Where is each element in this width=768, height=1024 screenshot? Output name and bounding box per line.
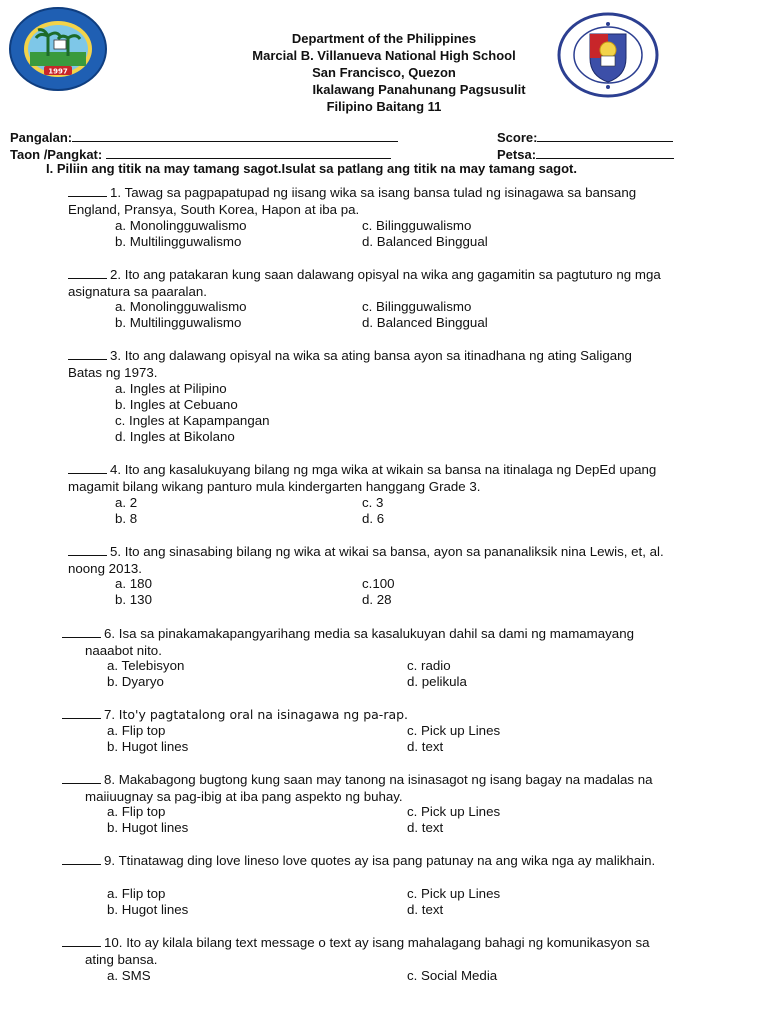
question-number: 2. [110,267,122,282]
option-b: b. Hugot lines [107,902,189,917]
school-header [0,30,768,115]
question-text-cont: England, Pransya, South Korea, Hapon at iba pa. [68,201,360,217]
question-text: Tawag sa pagpapatupad ng iisang wika sa isang bansa tulad ng isinagawa sa bansang [124,185,637,200]
option-a: a. 2 [115,495,138,510]
question-text: Ito ang patakaran kung saan dalawang opisyal na wika ang gagamitin sa pagtuturo ng mga [124,267,661,282]
question-1 [68,185,636,218]
question-2 [68,267,661,300]
option-b: b. Hugot lines [107,739,189,754]
score-field[interactable] [537,129,673,142]
question-text-cont: Batas ng 1973. [68,364,158,380]
question-text-cont: asignatura sa paaralan. [68,283,207,299]
option-b: b. Hugot lines [107,820,189,835]
option-d: d. text [407,739,444,754]
option-a: a. Flip top [107,886,166,901]
question-number: 10. [104,935,123,950]
question-7 [62,707,408,724]
name-label: Pangalan: [10,130,73,145]
option-b: b. 8 [115,511,138,526]
option-c: c. Bilingguwalismo [362,218,472,233]
question-text-cont: magamit bilang wikang panturo mula kindergarten hanggang Grade 3. [68,478,481,494]
section-label: Taon /Pangkat: [10,147,103,162]
date-field[interactable] [536,146,674,159]
question-number: 3. [110,348,122,363]
question-text: Ttinatawag ding love lineso love quotes ay isa pang patunay na ang wika nga ay malikhain. [118,853,656,868]
logo-year: 1997 [48,67,68,76]
option-c: c. Bilingguwalismo [362,299,472,314]
option-c: c. Ingles at Kapampangan [115,413,270,428]
option-a: a. Telebisyon [107,658,185,673]
option-d: d. Balanced Binggual [362,315,488,330]
option-b: b. Multilingguwalismo [115,234,242,249]
question-number: 9. [104,853,116,868]
name-field[interactable] [72,129,398,142]
option-c: c. Pick up Lines [407,886,501,901]
answer-blank-3[interactable] [68,348,107,360]
date-label: Petsa: [497,147,537,162]
question-3 [68,348,632,381]
header-department: Department of the Philippines [291,31,477,46]
student-info-fields [10,129,750,163]
question-5 [68,544,664,577]
option-a: a. 180 [115,576,152,591]
answer-blank-8[interactable] [62,772,101,784]
question-text: Ito ay kilala bilang text message o text ay isang mahalagang bahagi ng komunikasyon sa [126,935,650,950]
option-c: c. 3 [362,495,384,510]
option-d: d. text [407,820,444,835]
question-text-cont: maiiuugnay sa pag-ibig at iba pang aspekto ng buhay. [85,788,403,804]
option-c: c. Social Media [407,968,498,983]
option-c: c.100 [362,576,395,591]
question-number: 5. [110,544,122,559]
option-a: a. Flip top [107,723,166,738]
question-text: Isa sa pinakamakapangyarihang media sa kasalukuyan dahil sa dami ng mamamayang [118,626,634,641]
header-exam-title: Ikalawang Panahunang Pagsusulit [312,82,526,97]
question-text: Ito'y pagtatalong oral na isinagawa ng pa-rap. [118,707,409,722]
question-9 [62,853,655,870]
header-location: San Francisco, Quezon [312,65,456,80]
section-field[interactable] [106,146,391,159]
option-d: d. pelikula [407,674,467,689]
question-text-cont: ating bansa. [85,951,158,967]
answer-blank-2[interactable] [68,267,107,279]
header-school-name: Marcial B. Villanueva National High School [252,48,516,63]
answer-blank-1[interactable] [68,185,107,197]
option-a: a. Monolingguwalismo [115,218,247,233]
option-d: d. text [407,902,444,917]
option-b: b. Multilingguwalismo [115,315,242,330]
answer-blank-7[interactable] [62,707,101,719]
option-d: d. 6 [362,511,385,526]
instructions: I. Piliin ang titik na may tamang sagot.Isulat sa patlang ang titik na may tamang sagot. [46,161,577,176]
question-text-cont: noong 2013. [68,560,142,576]
question-text: Ito ang sinasabing bilang ng wika at wikai sa bansa, ayon sa pananaliksik nina Lewis, et, al. [124,544,664,559]
option-a: a. Monolingguwalismo [115,299,247,314]
option-d: d. Ingles at Bikolano [115,429,235,444]
question-6 [62,626,634,659]
option-c: c. radio [407,658,451,673]
question-text-cont: naaabot nito. [85,642,162,658]
question-number: 7. [104,707,116,722]
question-number: 6. [104,626,116,641]
answer-blank-6[interactable] [62,626,101,638]
option-d: d. Balanced Binggual [362,234,488,249]
answer-blank-5[interactable] [68,544,107,556]
question-number: 4. [110,462,122,477]
question-text: Ito ang kasalukuyang bilang ng mga wika at wikain sa bansa na itinalaga ng DepEd upang [124,462,657,477]
option-b: b. 130 [115,592,152,607]
option-d: d. 28 [362,592,392,607]
question-10 [62,935,650,968]
question-number: 1. [110,185,122,200]
question-8 [62,772,653,805]
question-number: 8. [104,772,116,787]
question-text: Ito ang dalawang opisyal na wika sa ating bansa ayon sa itinadhana ng ating Saligang [124,348,632,363]
score-label: Score: [497,130,538,145]
answer-blank-9[interactable] [62,853,101,865]
option-a: a. SMS [107,968,151,983]
option-b: b. Ingles at Cebuano [115,397,238,412]
option-b: b. Dyaryo [107,674,164,689]
answer-blank-4[interactable] [68,462,107,474]
option-a: a. Ingles at Pilipino [115,381,227,396]
option-c: c. Pick up Lines [407,723,501,738]
header-subject: Filipino Baitang 11 [326,99,442,114]
question-4 [68,462,656,495]
answer-blank-10[interactable] [62,935,101,947]
question-text: Makabagong bugtong kung saan may tanong na isinasagot ng isang bagay na madalas na [118,772,653,787]
option-c: c. Pick up Lines [407,804,501,819]
option-a: a. Flip top [107,804,166,819]
